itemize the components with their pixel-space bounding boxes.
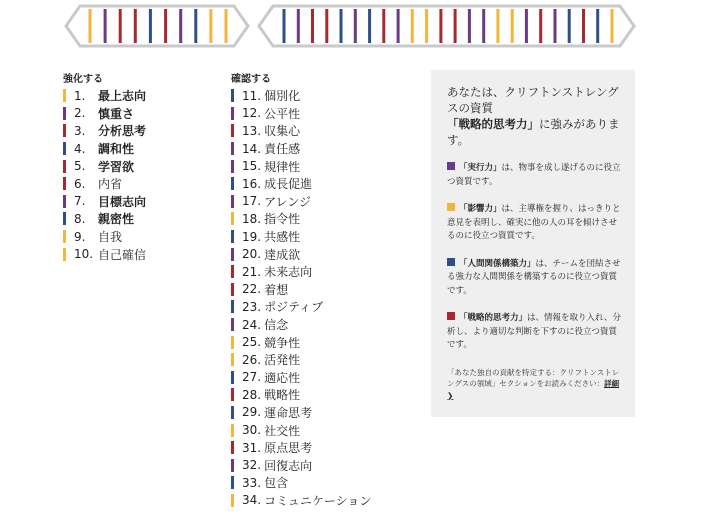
strength-name: 内省 — [98, 177, 123, 192]
rank-number: 7. — [74, 194, 86, 209]
strength-name: 回復志向 — [264, 458, 313, 473]
strip-stripe — [611, 9, 614, 43]
domain-info-panel — [431, 70, 635, 417]
rank-number: 34. — [242, 493, 262, 508]
confirm-item — [231, 140, 371, 158]
strength-name: 個別化 — [264, 89, 301, 104]
color-swatch-influencing — [447, 203, 455, 211]
rank-number: 32. — [242, 458, 262, 473]
confirm-item — [231, 105, 371, 123]
strength-name: ポジティブ — [264, 300, 324, 315]
strip-stripe — [382, 9, 385, 43]
strength-name: 信念 — [264, 318, 289, 333]
confirm-item — [231, 298, 371, 316]
confirm-item — [231, 333, 371, 351]
strip-stripe — [539, 9, 542, 43]
strip-stripe — [354, 9, 357, 43]
strip-stripe — [596, 9, 599, 43]
theme-color-bar — [231, 265, 234, 278]
strengthen-item — [63, 175, 146, 193]
strength-name: 自己確信 — [98, 247, 147, 262]
strip-stripe — [511, 9, 514, 43]
strength-name: 着想 — [264, 282, 289, 297]
strip-stripe — [225, 9, 228, 43]
domain-description: は、チームを団結させる強力な人間関係を構築するのに役立つ資質です。 — [447, 258, 621, 296]
domain-name: 「人間関係構築力」 — [459, 258, 536, 269]
strip-segment-strengthen — [66, 6, 248, 46]
strip-stripe — [104, 9, 107, 43]
strengthen-item — [63, 140, 146, 158]
rank-number: 18. — [242, 211, 262, 226]
strip-stripe — [568, 9, 571, 43]
strength-name: アレンジ — [264, 194, 312, 209]
theme-color-bar — [63, 124, 66, 137]
strengthen-heading: 強化する — [63, 74, 103, 85]
strip-stripe — [89, 9, 92, 43]
strength-name: 自我 — [98, 230, 123, 245]
rank-number: 31. — [242, 440, 262, 455]
confirm-list — [231, 87, 371, 509]
theme-color-bar — [231, 353, 234, 366]
theme-color-bar — [231, 230, 234, 243]
strengthen-item — [63, 193, 146, 211]
confirm-item — [231, 386, 371, 404]
strip-stripe — [325, 9, 328, 43]
details-link[interactable]: 詳細 ❯ — [447, 379, 620, 400]
confirm-item — [231, 193, 371, 211]
theme-color-bar — [63, 89, 66, 102]
strip-stripe — [134, 9, 137, 43]
strip-stripe — [397, 9, 400, 43]
strength-name: 原点思考 — [264, 441, 313, 456]
confirm-item — [231, 228, 371, 246]
color-swatch-executing — [447, 162, 455, 170]
rank-number: 5. — [74, 159, 86, 174]
rank-number: 27. — [242, 370, 262, 385]
confirm-item — [231, 456, 371, 474]
domain-description: は、情報を取り入れ、分析し、より適切な判断を下すのに役立つ資質です。 — [447, 313, 622, 350]
strengths-strip — [0, 0, 701, 60]
theme-color-bar — [63, 142, 66, 155]
theme-color-bar — [231, 476, 234, 489]
rank-number: 19. — [242, 229, 262, 244]
rank-number: 30. — [242, 423, 262, 438]
strip-stripe — [439, 9, 442, 43]
strip-stripe — [454, 9, 457, 43]
strip-stripe — [119, 9, 122, 43]
theme-color-bar — [231, 300, 234, 313]
domain-definition-strategic — [447, 312, 623, 353]
rank-number: 17. — [242, 194, 262, 209]
strength-name: 指令性 — [264, 212, 301, 227]
rank-number: 25. — [242, 335, 262, 350]
theme-color-bar — [63, 248, 66, 261]
strip-segment-confirm — [259, 6, 634, 46]
strength-name: 社交性 — [264, 423, 301, 438]
rank-number: 1. — [74, 88, 86, 103]
strengthen-item — [63, 157, 146, 175]
info-title-domain: 「戦略的思考力」 — [447, 117, 539, 131]
theme-color-bar — [63, 160, 66, 173]
strip-stripe — [283, 9, 286, 43]
strip-stripe — [164, 9, 167, 43]
theme-color-bar — [231, 177, 234, 190]
strengthen-list — [63, 87, 146, 263]
strengthen-item — [63, 87, 146, 105]
theme-color-bar — [63, 195, 66, 208]
strength-name: 規律性 — [264, 159, 301, 174]
strip-stripe — [340, 9, 343, 43]
confirm-column — [231, 72, 371, 509]
domain-name: 「実行力」 — [459, 163, 502, 173]
confirm-item — [231, 369, 371, 387]
confirm-item — [231, 175, 371, 193]
confirm-item — [231, 122, 371, 140]
theme-color-bar — [231, 283, 234, 296]
theme-color-bar — [231, 248, 234, 261]
strength-name: 活発性 — [264, 353, 301, 368]
strength-name: 慎重さ — [98, 106, 135, 121]
strength-name: 成長促進 — [264, 177, 313, 192]
theme-color-bar — [231, 371, 234, 384]
rank-number: 11. — [242, 88, 262, 103]
strip-stripe — [209, 9, 212, 43]
rank-number: 21. — [242, 264, 262, 279]
info-note — [447, 367, 623, 402]
theme-color-bar — [231, 195, 234, 208]
strength-name: 調和性 — [98, 142, 135, 157]
strength-name: 戦略性 — [264, 388, 301, 403]
strength-name: 運命思考 — [264, 405, 313, 420]
rank-number: 10. — [74, 247, 94, 262]
strength-name: 共感性 — [264, 230, 301, 245]
confirm-item — [231, 404, 371, 422]
confirm-item — [231, 281, 371, 299]
strength-name: コミュニケーション — [264, 493, 372, 508]
info-note-text: 「あなた独自の貢献を特定する：クリフトンストレングスの領域」セクションをお読みください： — [447, 367, 620, 388]
theme-color-bar — [231, 388, 234, 401]
rank-number: 13. — [242, 123, 262, 138]
domain-definition-influencing — [447, 203, 623, 244]
strip-stripe — [411, 9, 414, 43]
strip-stripe — [468, 9, 471, 43]
strengthen-item — [63, 122, 146, 140]
strip-stripe — [149, 9, 152, 43]
rank-number: 3. — [74, 123, 86, 138]
color-swatch-strategic — [447, 312, 455, 320]
strengthen-item — [63, 105, 146, 123]
domain-definitions — [447, 162, 623, 353]
strength-name: 競争性 — [264, 335, 301, 350]
color-swatch-relationship — [447, 258, 455, 266]
theme-color-bar — [231, 459, 234, 472]
theme-color-bar — [63, 230, 66, 243]
rank-number: 16. — [242, 176, 262, 191]
info-title-line1: あなたは、クリフトンストレングスの資質 — [447, 85, 619, 115]
theme-color-bar — [231, 441, 234, 454]
rank-number: 4. — [74, 141, 86, 156]
rank-number: 15. — [242, 159, 262, 174]
rank-number: 14. — [242, 141, 262, 156]
rank-number: 12. — [242, 106, 262, 121]
strength-name: 適応性 — [264, 370, 301, 385]
strip-stripe — [179, 9, 182, 43]
rank-number: 28. — [242, 387, 262, 402]
rank-number: 23. — [242, 299, 262, 314]
domain-name: 「影響力」 — [459, 204, 502, 214]
confirm-item — [231, 474, 371, 492]
confirm-item — [231, 87, 371, 105]
theme-color-bar — [231, 142, 234, 155]
strip-stripe — [311, 9, 314, 43]
info-title-line2: に強みがあります。 — [447, 117, 620, 147]
domain-description: は、物事を成し遂げるのに役立つ資質です。 — [447, 163, 621, 187]
confirm-item — [231, 157, 371, 175]
strip-stripe — [582, 9, 585, 43]
rank-number: 9. — [74, 229, 86, 244]
rank-number: 22. — [242, 282, 262, 297]
rank-number: 6. — [74, 176, 86, 191]
confirm-item — [231, 439, 371, 457]
strength-name: 最上志向 — [98, 89, 147, 104]
domain-name: 「戦略的思考力」 — [459, 313, 528, 323]
strengthen-item — [63, 245, 146, 263]
confirm-heading: 確認する — [231, 74, 271, 85]
strength-name: 親密性 — [98, 212, 135, 227]
strengthen-item — [63, 210, 146, 228]
strength-name: 包含 — [264, 476, 289, 491]
strip-stripe — [482, 9, 485, 43]
strength-name: 分析思考 — [98, 124, 147, 139]
theme-color-bar — [231, 160, 234, 173]
theme-color-bar — [231, 107, 234, 120]
strip-stripe — [525, 9, 528, 43]
strength-name: 達成欲 — [264, 247, 301, 262]
strength-name: 収集心 — [264, 124, 301, 139]
confirm-item — [231, 492, 371, 510]
confirm-item — [231, 421, 371, 439]
domain-definition-relationship — [447, 258, 623, 299]
strengthen-column — [63, 72, 146, 263]
domain-description: は、主導権を握り、はっきりと意見を表明し、確実に他の人の耳を傾けさせるのに役立つ資質です。 — [447, 204, 621, 241]
theme-color-bar — [231, 336, 234, 349]
strip-stripe — [554, 9, 557, 43]
confirm-item — [231, 316, 371, 334]
strength-name: 未来志向 — [264, 265, 313, 280]
confirm-item — [231, 245, 371, 263]
rank-number: 26. — [242, 352, 262, 367]
theme-color-bar — [231, 406, 234, 419]
theme-color-bar — [231, 89, 234, 102]
strength-name: 目標志向 — [98, 194, 147, 209]
strength-name: 責任感 — [264, 142, 301, 157]
confirm-item — [231, 263, 371, 281]
rank-number: 29. — [242, 405, 262, 420]
strength-name: 公平性 — [264, 106, 301, 121]
rank-number: 8. — [74, 211, 86, 226]
rank-number: 20. — [242, 247, 262, 262]
strip-stripe — [297, 9, 300, 43]
theme-color-bar — [231, 124, 234, 137]
strip-stripe — [194, 9, 197, 43]
theme-color-bar — [231, 494, 234, 507]
theme-color-bar — [231, 424, 234, 437]
confirm-item — [231, 351, 371, 369]
domain-definition-executing — [447, 162, 623, 189]
strength-name: 学習欲 — [98, 159, 135, 174]
theme-color-bar — [63, 107, 66, 120]
rank-number: 24. — [242, 317, 262, 332]
theme-color-bar — [231, 212, 234, 225]
info-title — [447, 84, 623, 148]
strip-stripe — [496, 9, 499, 43]
theme-color-bar — [63, 177, 66, 190]
confirm-item — [231, 210, 371, 228]
strip-stripe — [425, 9, 428, 43]
strip-stripe — [368, 9, 371, 43]
rank-number: 33. — [242, 475, 262, 490]
rank-number: 2. — [74, 106, 86, 121]
theme-color-bar — [231, 318, 234, 331]
strengthen-item — [63, 228, 146, 246]
theme-color-bar — [63, 212, 66, 225]
